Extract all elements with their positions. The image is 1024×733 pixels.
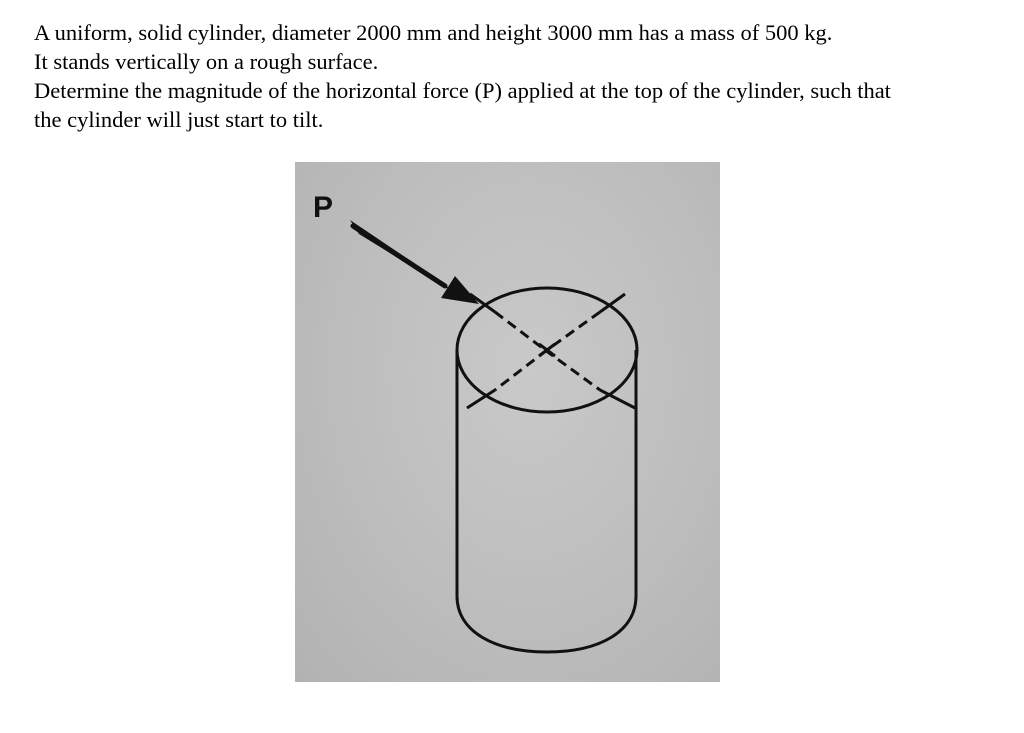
problem-line-2: It stands vertically on a rough surface. (34, 49, 379, 74)
cylinder-diagram (295, 162, 720, 682)
problem-line-4: the cylinder will just start to tilt. (34, 107, 324, 132)
problem-line-3: Determine the magnitude of the horizontal force (P) applied at the top of the cylinder, such that (34, 78, 891, 103)
force-label-p: P (313, 191, 334, 224)
diagonal-cross (467, 294, 635, 408)
center-mark (539, 344, 555, 356)
problem-statement (34, 18, 1009, 134)
problem-line-1: A uniform, solid cylinder, diameter 2000 mm and height 3000 mm has a mass of 500 kg. (34, 20, 833, 45)
cylinder-figure (295, 162, 720, 682)
force-arrow (350, 220, 479, 304)
